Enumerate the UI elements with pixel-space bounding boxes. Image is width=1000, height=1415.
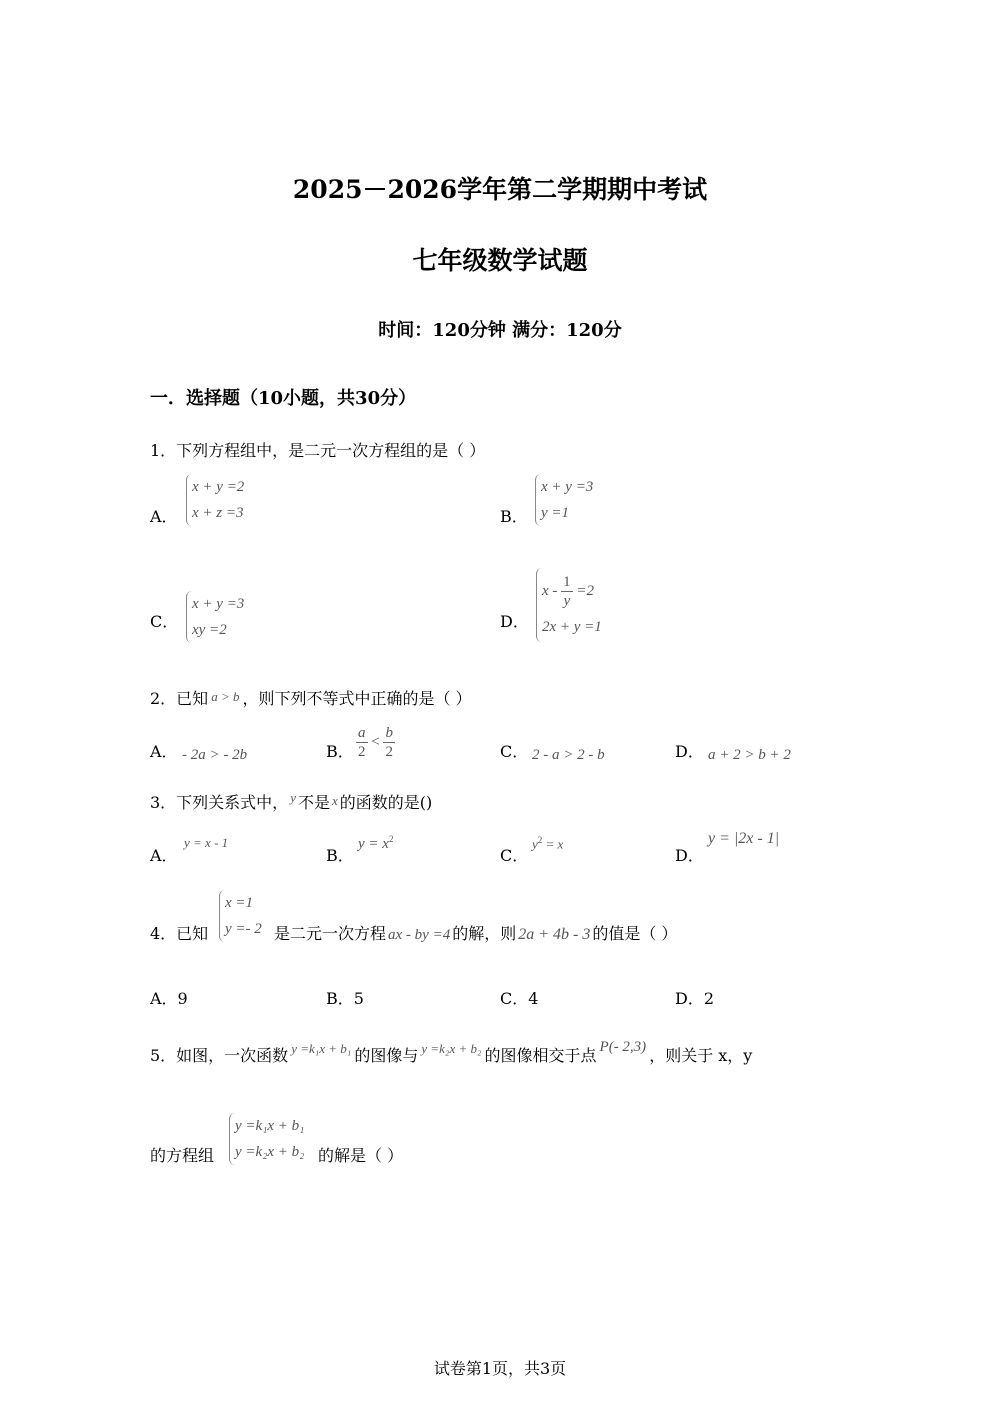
q1-d-denominator: y xyxy=(563,593,571,610)
q5-stem-part6: 的解是（ ） xyxy=(318,1146,404,1165)
q1-option-c-label: C． xyxy=(150,612,179,631)
q2-b-den1: 2 xyxy=(358,744,366,760)
q5-function-1: y =k₁x + b₁ xyxy=(291,1041,352,1056)
q2-b-den2: 2 xyxy=(385,744,393,760)
q1-option-d-label: D． xyxy=(500,612,529,631)
q1-c-line2: xy =2 xyxy=(192,622,227,638)
q5-point: P(- 2,3) xyxy=(599,1039,647,1055)
q5-stem-part3: 的图像相交于点 xyxy=(484,1046,597,1065)
question-5-stem xyxy=(150,1039,752,1066)
q4-equation: ax - by =4 xyxy=(388,927,451,943)
q2-option-d-expr: a + 2 > b + 2 xyxy=(708,747,791,763)
q1-d-numerator: 1 xyxy=(563,574,571,591)
q1-b-line2: y =1 xyxy=(541,505,570,521)
q1-option-d-system xyxy=(536,568,602,642)
q4-option-c: C．4 xyxy=(500,989,539,1008)
q3-var-y: y xyxy=(290,790,296,805)
q5-stem-part2: 的图像与 xyxy=(354,1046,419,1065)
q4-line2: y =- 2 xyxy=(225,921,262,937)
q1-b-line1: x + y =3 xyxy=(541,479,594,495)
q2-option-b-label: B． xyxy=(326,742,354,761)
q3-b-base: y = x xyxy=(358,836,389,852)
q3-stem-part1: 3．下列关系式中， xyxy=(150,793,289,812)
q1-d-line1 xyxy=(542,570,602,612)
q4-stem-part1: 4．已知 xyxy=(150,924,209,943)
q4-option-b: B．5 xyxy=(326,989,364,1008)
q2-b-frac1 xyxy=(356,724,368,761)
q3-c-base: y xyxy=(532,836,538,852)
question-2-stem xyxy=(150,686,472,709)
q5-function-2: y =k₂x + b₂ xyxy=(421,1041,482,1056)
q1-option-a-label: A． xyxy=(150,507,178,526)
exam-info: 时间：120分钟 满分：120分 xyxy=(378,320,622,341)
q3-option-d-label: D． xyxy=(675,846,704,865)
q5-stem-part1: 5．如图，一次函数 xyxy=(150,1046,289,1065)
q1-d-equals: =2 xyxy=(572,583,595,599)
q5-stem-part4: ，则关于 x，y xyxy=(649,1046,753,1065)
q1-c-line1: x + y =3 xyxy=(192,596,245,612)
q2-b-num1: a xyxy=(358,725,366,741)
q3-var-x: x xyxy=(331,793,338,808)
q3-option-a-expr: y = x - 1 xyxy=(184,835,229,850)
q3-option-a-label: A． xyxy=(150,846,178,865)
q1-option-b-label: B． xyxy=(500,507,528,526)
q5-system-line1: y =k₁x + b₁ xyxy=(235,1118,305,1134)
q4-line1: x =1 xyxy=(225,895,254,911)
q1-option-c-system xyxy=(186,591,244,643)
q3-c-exponent: 2 xyxy=(537,835,543,845)
q1-d-x-minus: x - xyxy=(542,583,562,599)
q2-b-operator: < xyxy=(371,733,380,750)
q4-stem-part4: 的值是（ ） xyxy=(592,924,678,943)
q1-d-fraction xyxy=(561,573,573,610)
exam-subtitle: 七年级数学试题 xyxy=(412,246,588,275)
q2-option-a-expr: - 2a > - 2b xyxy=(182,747,248,763)
q4-expression: 2a + 4b - 3 xyxy=(518,926,591,943)
q1-option-b-system xyxy=(535,474,593,526)
q1-a-line1: x + y =2 xyxy=(192,479,245,495)
q3-option-d-expr: y = |2x - 1| xyxy=(708,830,780,847)
q4-system xyxy=(219,890,262,942)
q3-stem-part3: 的函数的是() xyxy=(339,793,433,812)
q5-system-line2: y =k₂x + b₂ xyxy=(235,1144,305,1160)
q4-option-d: D．2 xyxy=(675,989,715,1008)
q3-b-exponent: 2 xyxy=(388,834,394,844)
q3-option-b-expr xyxy=(358,834,393,853)
question-3-stem xyxy=(150,790,432,813)
q4-option-a: A．9 xyxy=(150,989,188,1008)
q2-condition: a > b xyxy=(211,689,240,704)
q1-a-line2: x + z =3 xyxy=(192,505,244,521)
section-heading: 一．选择题（10小题，共30分） xyxy=(150,388,417,409)
q1-d-line2: 2x + y =1 xyxy=(542,619,602,635)
q3-option-b-label: B． xyxy=(326,846,354,865)
page-footer: 试卷第1页，共3页 xyxy=(433,1359,567,1378)
q4-stem-part3: 的解，则 xyxy=(452,924,517,943)
q4-stem-part2: 是二元一次方程 xyxy=(274,924,387,943)
q3-option-c-label: C． xyxy=(500,846,529,865)
q2-b-num2: b xyxy=(385,725,393,741)
question-1-stem: 1．下列方程组中，是二元一次方程组的是（ ） xyxy=(150,441,486,460)
q2-option-c-label: C． xyxy=(500,742,529,761)
q3-option-c-expr xyxy=(532,835,563,852)
exam-title: 2025－2026学年第二学期期中考试 xyxy=(292,175,708,204)
q2-option-c-expr: 2 - a > 2 - b xyxy=(532,747,605,763)
q2-stem-part1: 2．已知 xyxy=(150,689,209,708)
q5-stem-part5: 的方程组 xyxy=(150,1146,215,1165)
q3-c-rest: = x xyxy=(542,836,564,852)
q3-stem-part2: 不是 xyxy=(297,793,330,812)
q2-stem-part2: ，则下列不等式中正确的是（ ） xyxy=(242,689,472,708)
q2-option-d-label: D． xyxy=(675,742,704,761)
q2-b-frac2 xyxy=(383,724,395,761)
q5-system xyxy=(229,1113,304,1165)
q4-stem-rest xyxy=(274,921,677,944)
q2-option-b-expr xyxy=(356,724,395,761)
q2-option-a-label: A． xyxy=(150,742,178,761)
q1-option-a-system xyxy=(186,474,244,526)
